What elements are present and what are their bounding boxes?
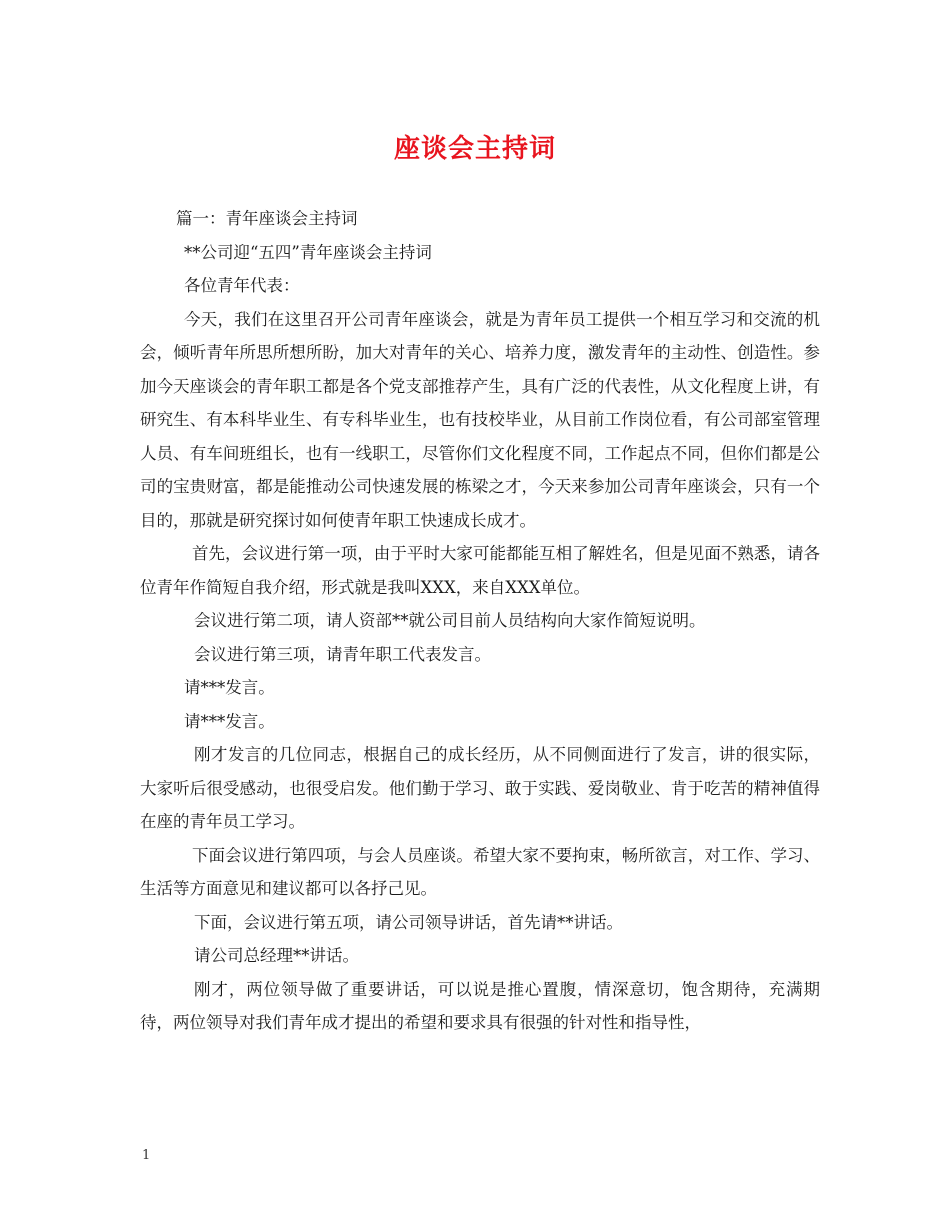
paragraph-item-2: 会议进行第二项，请人资部**就公司目前人员结构向大家作简短说明。 xyxy=(194,611,706,630)
paragraph-manager-speech: 请公司总经理**讲话。 xyxy=(194,946,359,965)
paragraph-item-3: 会议进行第三项，请青年职工代表发言。 xyxy=(194,644,491,664)
paragraph-item-5: 下面，会议进行第五项，请公司领导讲话，首先请**讲话。 xyxy=(194,912,623,932)
paragraph-opening: 今天，我们在这里召开公司青年座谈会，就是为青年员工提供一个相互学习和交流的机会，倾听青年所思所想所盼，加大对青年的关心、培养力度，激发青年的主动性、创造性。参加今天座谈会的青年职工都是各个党支部推荐产生，具有广泛的代表性，从文化程度上讲，有研究生、有本科毕业生、有专科毕业生，也有技校毕业，从目前工作岗位看，有公司部室管理人员、有车间班组长，也有一线职工，尽管你们文化程度不同，工作起点不同，但你们都是公司的宝贵财富，都是能推动公司快速发展的栋梁之才，今天来参加公司青年座谈会，只有一个目的，那就是研究探讨如何使青年职工快速成长成才。 xyxy=(140,309,820,530)
paragraph-closing: 刚才，两位领导做了重要讲话，可以说是推心置腹，情深意切，饱含期待，充满期待，两位领导对我们青年成才提出的希望和要求具有很强的针对性和指导性， xyxy=(140,979,820,1032)
document-body xyxy=(140,202,820,1040)
paragraph-speaker-2: 请***发言。 xyxy=(184,711,275,731)
paragraph-item-4: 下面会议进行第四项，与会人员座谈。希望大家不要拘束，畅所欲言，对工作、学习、生活等方面意见和建议都可以各抒己见。 xyxy=(140,845,820,898)
paragraph-summary: 刚才发言的几位同志，根据自己的成长经历，从不同侧面进行了发言，讲的很实际，大家听后很受感动，也很受启发。他们勤于学习、敢于实践、爱岗敬业、肯于吃苦的精神值得在座的青年员工学习。 xyxy=(140,745,820,831)
paragraph-subtitle: **公司迎“五四”青年座谈会主持词 xyxy=(184,242,432,262)
paragraph-salutation: 各位青年代表： xyxy=(184,276,300,295)
document-title: 座谈会主持词 xyxy=(393,134,556,164)
page-number: 1 xyxy=(142,1148,151,1163)
paragraph-item-1: 首先，会议进行第一项，由于平时大家可能都能互相了解姓名，但是见面不熟悉，请各位青年作简短自我介绍，形式就是我叫XXX，来自XXX单位。 xyxy=(140,544,820,597)
paragraph-section-heading: 篇一：青年座谈会主持词 xyxy=(176,209,358,228)
paragraph-speaker-1: 请***发言。 xyxy=(184,678,275,697)
